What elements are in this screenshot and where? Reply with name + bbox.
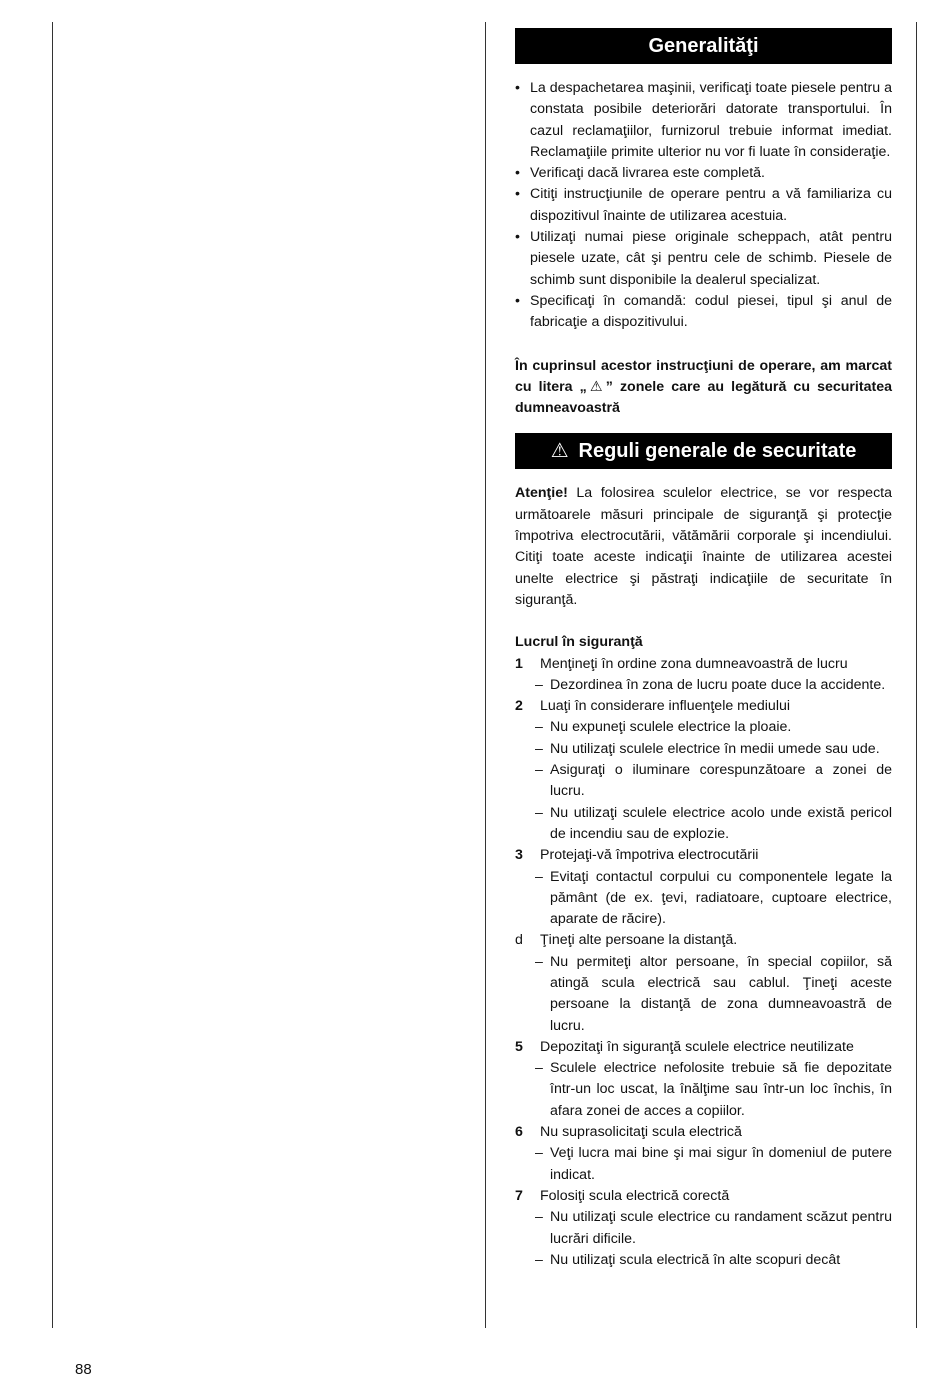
warning-triangle-icon: ⚠ xyxy=(586,378,606,395)
rule-text: Menţineţi în ordine zona dumneavoastră de lucru xyxy=(540,655,848,672)
attention-text: La folosirea sculelor electrice, se vor respecta următoarele măsuri principale de siguranţă şi protecţie împotriva electrocutării, vătămării corporale şi incendiului. Citiţi toate aceste indicaţii înainte de utilizarea acestei unelte electrice şi păstraţi indicaţiile de securitate în siguranţă. xyxy=(515,485,892,608)
page-number: 88 xyxy=(75,1361,92,1378)
dash-marker: – xyxy=(535,676,543,693)
dash-marker: – xyxy=(535,868,543,885)
bullet-item: • Verificaţi dacă livrarea este completă. xyxy=(515,163,892,184)
section-title: Reguli generale de securitate xyxy=(578,440,857,463)
subsection-title: Lucrul în siguranţă xyxy=(515,634,643,651)
rule-number: 6 xyxy=(515,1124,523,1141)
rule-item xyxy=(515,654,892,675)
rule-subitem xyxy=(515,867,892,931)
rule-subitem xyxy=(515,803,892,846)
section-title: Generalităţi xyxy=(648,35,759,57)
dash-marker: – xyxy=(535,1060,543,1077)
subitem-text: Evitaţi contactul corpului cu componentele legate la pământ (de ex. ţevi, radiatoare, cuptoare electrice, aparate de răcire). xyxy=(550,868,892,928)
rule-item xyxy=(515,696,892,717)
rule-text: Depozitaţi în siguranţă sculele electrice neutilizate xyxy=(540,1038,854,1055)
section-header-safety xyxy=(515,433,892,469)
general-bullet-list xyxy=(515,78,892,334)
rule-subitem xyxy=(515,717,892,738)
bullet-item: • Citiţi instrucţiunile de operare pentru a vă familiariza cu dispozitivul înainte de utilizarea acestuia. xyxy=(515,184,892,227)
notice-text: În cuprinsul acestor instrucţiuni de operare, am marcat cu litera „ xyxy=(515,357,892,395)
subitem-text: Nu utilizaţi scule electrice cu randament scăzut pentru lucrări dificile. xyxy=(550,1209,892,1247)
attention-paragraph xyxy=(515,483,892,611)
rule-subitem xyxy=(515,675,892,696)
rule-item xyxy=(515,1122,892,1143)
rule-text: Folosiţi scula electrică corectă xyxy=(540,1187,730,1204)
rule-text: Ţineţi alte persoane la distanţă. xyxy=(540,932,738,949)
subitem-text: Nu expuneţi sculele electrice la ploaie. xyxy=(550,719,792,736)
rule-number: 1 xyxy=(515,655,523,672)
subitem-text: Nu utilizaţi sculele electrice acolo unde există pericol de incendiu sau de explozie. xyxy=(550,804,892,842)
bullet-item: • Utilizaţi numai piese originale scheppach, atât pentru piesele uzate, cât şi pentru cele de schimb. Piesele de schimb sunt disponibile la dealerul specializat. xyxy=(515,227,892,291)
rule-subitem xyxy=(515,1250,892,1271)
dash-marker: – xyxy=(535,762,543,779)
rule-subitem xyxy=(515,760,892,803)
right-margin-line xyxy=(916,22,917,1328)
rule-subitem xyxy=(515,1207,892,1250)
subitem-text: Veţi lucra mai bine şi mai sigur în domeniul de putere indicat. xyxy=(550,1145,892,1183)
rule-number: 7 xyxy=(515,1187,523,1204)
rule-subitem xyxy=(515,739,892,760)
bullet-item: • La despachetarea maşinii, verificaţi toate piesele pentru a constata posibile deteriorări datorate transportului. În cazul reclamaţiilor, furnizorul trebuie informat imediat. Reclamaţiile primite ulterior nu vor fi luate în consideraţie. xyxy=(515,78,892,163)
rule-subitem xyxy=(515,952,892,1037)
dash-marker: – xyxy=(535,804,543,821)
rule-subitem xyxy=(515,1058,892,1122)
rule-item xyxy=(515,930,892,951)
dash-marker: – xyxy=(535,953,543,970)
subitem-text: Nu permiteţi altor persoane, în special copiilor, să atingă scula electrică sau cablul. Ţineţi aceste persoane la distanţă de zona dumneavoastră de lucru. xyxy=(550,953,892,1034)
center-divider-line xyxy=(485,22,486,1328)
rule-item xyxy=(515,1186,892,1207)
subitem-text: Asiguraţi o iluminare corespunzătoare a zonei de lucru. xyxy=(550,762,892,800)
rule-number: 2 xyxy=(515,698,523,715)
dash-marker: – xyxy=(535,740,543,757)
right-column xyxy=(515,28,892,1271)
rule-text: Nu suprasolicitaţi scula electrică xyxy=(540,1124,742,1141)
safety-notice xyxy=(515,356,892,420)
rule-subitem xyxy=(515,1143,892,1186)
notice-text-end: ” zonele care au legătură cu securitatea dumneavoastră xyxy=(515,378,892,417)
dash-marker: – xyxy=(535,1145,543,1162)
attention-label: Atenţie! xyxy=(515,485,568,502)
rule-number: 3 xyxy=(515,847,523,864)
dash-marker: – xyxy=(535,1209,543,1226)
subitem-text: Dezordinea în zona de lucru poate duce la accidente. xyxy=(550,676,886,693)
rule-number: d xyxy=(515,932,523,949)
subitem-text: Nu utilizaţi scula electrică în alte scopuri decât xyxy=(550,1251,841,1268)
rule-item xyxy=(515,845,892,866)
subitem-text: Sculele electrice nefolosite trebuie să fie depozitate într-un loc uscat, la înălţime sau într-un loc închis, în afara zonei de acces a copiilor. xyxy=(550,1060,892,1119)
subitem-text: Nu utilizaţi sculele electrice în medii umede sau ude. xyxy=(550,740,880,757)
rule-item xyxy=(515,1037,892,1058)
warning-triangle-icon: ⚠ xyxy=(550,440,569,463)
rule-number: 5 xyxy=(515,1038,523,1055)
bullet-item: • Specificaţi în comandă: codul piesei, tipul şi anul de fabricaţie a dispozitivului. xyxy=(515,291,892,334)
rule-text: Luaţi în considerare influenţele mediului xyxy=(540,698,791,715)
left-margin-line xyxy=(52,22,53,1328)
dash-marker: – xyxy=(535,1251,543,1268)
safety-rules-list xyxy=(515,654,892,1272)
section-header-generalitati xyxy=(515,28,892,64)
dash-marker: – xyxy=(535,719,543,736)
rule-text: Protejaţi-vă împotriva electrocutării xyxy=(540,847,759,864)
